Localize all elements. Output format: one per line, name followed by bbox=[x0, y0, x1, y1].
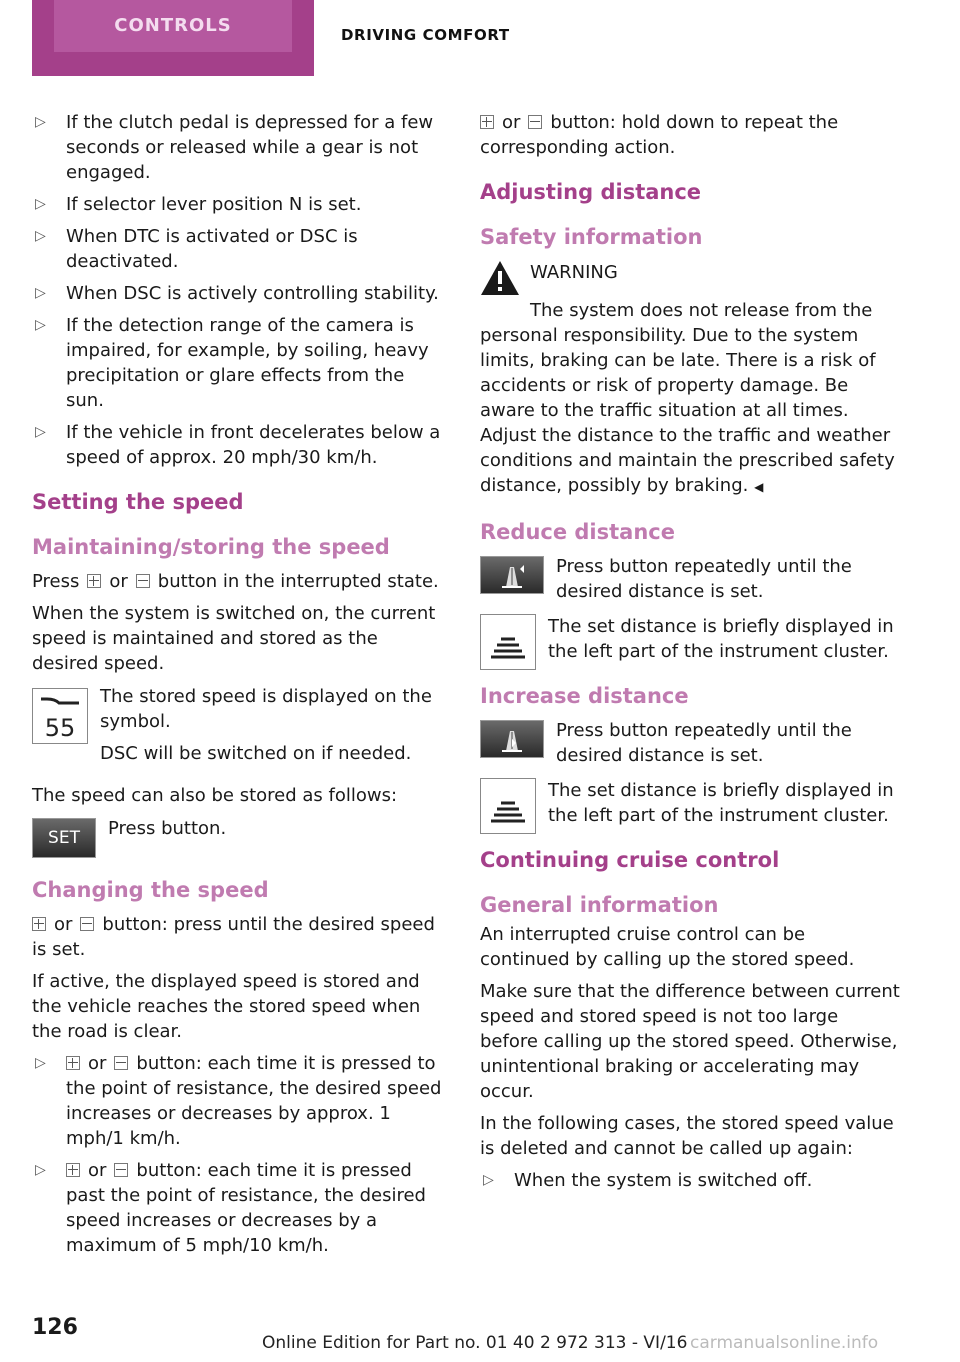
left-column bbox=[32, 110, 444, 1265]
list-item: ▷ If the detection range of the camera is impaired, for example, by soiling, heavy precipitation or glare effects from the sun. bbox=[35, 315, 429, 411]
warning-label: WARNING bbox=[530, 262, 618, 283]
deleted-cases-list bbox=[480, 1168, 900, 1193]
if-active-paragraph: If active, the displayed speed is stored and the vehicle reaches the stored speed when the road is clear. bbox=[32, 971, 421, 1042]
reduce-button-row bbox=[480, 554, 900, 604]
warning-box bbox=[480, 258, 900, 296]
svg-text:55: 55 bbox=[44, 714, 76, 742]
heading-increase-distance: Increase distance bbox=[480, 684, 689, 708]
edition-text: Online Edition for Part no. 01 40 2 972 313 - VI/16 bbox=[262, 1333, 688, 1353]
increase-press-text: Press button repeatedly until the desired distance is set. bbox=[556, 720, 852, 766]
plus-button-icon bbox=[66, 1056, 80, 1070]
heading-maintaining-speed: Maintaining/storing the speed bbox=[32, 535, 390, 559]
reduce-display-text: The set distance is briefly displayed in the left part of the instrument cluster. bbox=[548, 616, 894, 662]
general-paragraph-3: In the following cases, the stored speed value is deleted and cannot be called up again: bbox=[480, 1113, 894, 1159]
section-title: CONTROLS bbox=[114, 15, 232, 36]
bullet-icon: ▷ bbox=[35, 1162, 46, 1178]
set-button-icon: SET bbox=[32, 818, 96, 858]
list-item: ▷ When DTC is activated or DSC is deactivated. bbox=[35, 226, 358, 272]
bullet-icon: ▷ bbox=[483, 1172, 494, 1188]
also-stored-text: The speed can also be stored as follows: bbox=[32, 785, 398, 806]
increase-display-row bbox=[480, 778, 900, 834]
heading-adjusting-distance: Adjusting distance bbox=[480, 180, 702, 204]
list-item: ▷ When DSC is actively controlling stability. bbox=[35, 283, 439, 304]
list-item: ▷ or button: each time it is pressed past the point of resistance, the desired speed increases or decreases by a maximum of 5 mph/10 km/h. bbox=[35, 1160, 426, 1256]
right-column bbox=[480, 110, 900, 1200]
bullet-icon: ▷ bbox=[35, 1055, 46, 1071]
stored-speed-text: The stored speed is displayed on the symbol. bbox=[100, 686, 432, 732]
heading-setting-speed: Setting the speed bbox=[32, 490, 244, 514]
watermark: carmanualsonline.info bbox=[690, 1333, 879, 1353]
bullet-icon: ▷ bbox=[35, 317, 46, 333]
change-paragraph: or button: press until the desired speed is set. bbox=[32, 914, 435, 960]
plus-button-icon bbox=[480, 115, 494, 129]
plus-button-icon bbox=[32, 917, 46, 931]
minus-button-icon bbox=[136, 574, 150, 588]
heading-changing-speed: Changing the speed bbox=[32, 878, 269, 902]
list-item: ▷ If selector lever position N is set. bbox=[35, 194, 362, 215]
minus-button-icon bbox=[114, 1056, 128, 1070]
heading-safety-information: Safety information bbox=[480, 225, 703, 249]
plus-button-icon bbox=[66, 1163, 80, 1177]
end-mark-icon: ◀ bbox=[754, 480, 764, 494]
stored-speed-row bbox=[32, 684, 444, 773]
condition-list bbox=[32, 110, 444, 470]
press-button-text: Press button. bbox=[108, 818, 227, 839]
increase-distance-button-icon bbox=[480, 720, 544, 758]
general-paragraph-2: Make sure that the difference between current speed and stored speed is not too large before calling up the stored speed. Otherwise, unintentional braking or accelerating may occur. bbox=[480, 981, 900, 1102]
increase-display-text: The set distance is briefly displayed in the left part of the instrument cluster. bbox=[548, 780, 894, 826]
bullet-icon: ▷ bbox=[35, 285, 46, 301]
list-item: ▷ or button: each time it is pressed to the point of resistance, the desired speed increases or decreases by approx. 1 mph/1 km/h. bbox=[35, 1053, 442, 1149]
subsection-title: DRIVING COMFORT bbox=[341, 26, 510, 44]
bullet-icon: ▷ bbox=[35, 114, 46, 130]
hold-paragraph: or button: hold down to repeat the corresponding action. bbox=[480, 112, 839, 158]
list-item: ▷ If the clutch pedal is depressed for a few seconds or released while a gear is not engaged. bbox=[35, 112, 434, 183]
heading-general-information: General information bbox=[480, 893, 719, 917]
reduce-display-row bbox=[480, 614, 900, 670]
set-row bbox=[32, 816, 444, 858]
bullet-icon: ▷ bbox=[35, 228, 46, 244]
dsc-text: DSC will be switched on if needed. bbox=[100, 743, 412, 764]
minus-button-icon bbox=[528, 115, 542, 129]
heading-continuing-cruise-control: Continuing cruise control bbox=[480, 848, 780, 872]
page-number: 126 bbox=[32, 1315, 78, 1340]
general-paragraph-1: An interrupted cruise control can be continued by calling up the stored speed. bbox=[480, 924, 855, 970]
bullet-icon: ▷ bbox=[35, 196, 46, 212]
increase-button-row bbox=[480, 718, 900, 768]
bullet-icon: ▷ bbox=[35, 424, 46, 440]
change-list bbox=[32, 1051, 444, 1258]
distance-display-icon bbox=[480, 614, 536, 670]
minus-button-icon bbox=[114, 1163, 128, 1177]
minus-button-icon bbox=[80, 917, 94, 931]
warning-icon bbox=[480, 260, 520, 296]
warning-text: The system does not release from the personal responsibility. Due to the system limits, braking can be late. There is a risk of accidents or risk of property damage. Be aware to the traffic situation at all times. Adjust the distance to the traffic and weather conditions and maintain the prescribed safety distance, possibly by braking. ◀ bbox=[480, 300, 895, 496]
plus-button-icon bbox=[87, 574, 101, 588]
heading-reduce-distance: Reduce distance bbox=[480, 520, 675, 544]
system-on-paragraph: When the system is switched on, the current speed is maintained and stored as the desired speed. bbox=[32, 603, 436, 674]
list-item: ▷ If the vehicle in front decelerates below a speed of approx. 20 mph/30 km/h. bbox=[35, 422, 441, 468]
speed-symbol-icon bbox=[32, 688, 88, 744]
distance-display-icon bbox=[480, 778, 536, 834]
reduce-distance-button-icon bbox=[480, 556, 544, 594]
section-tab bbox=[32, 0, 314, 76]
list-item: ▷ When the system is switched off. bbox=[483, 1170, 813, 1191]
reduce-press-text: Press button repeatedly until the desired distance is set. bbox=[556, 556, 852, 602]
press-paragraph: Press or button in the interrupted state. bbox=[32, 571, 439, 592]
